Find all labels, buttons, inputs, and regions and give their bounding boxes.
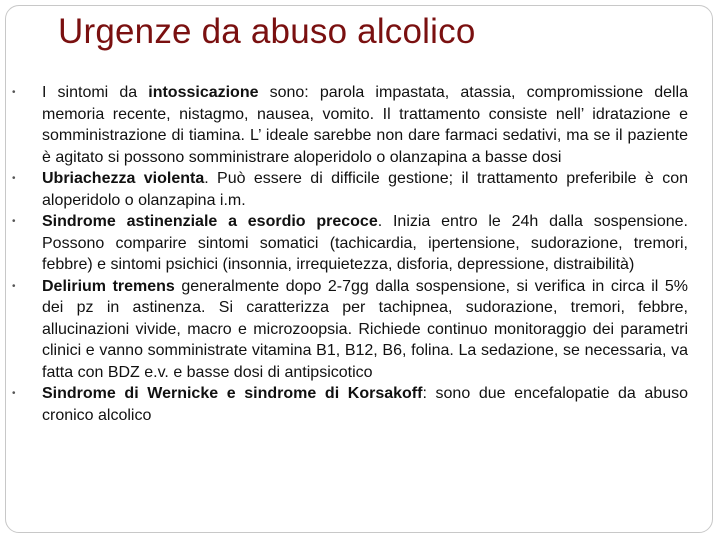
bullet-item-wernicke-korsakoff (12, 383, 689, 426)
bullet-list (12, 82, 689, 426)
bullet-item-delirium-tremens (12, 276, 688, 384)
bullet-bold-term: Sindrome astinenziale a esordio precoce (42, 213, 378, 230)
bullet-text: sono: parola impastata, atassia, compromissione della memoria recente, nistagmo, nausea, vomito. Il trattamento consiste nell’ idratazione e somministrazione di tiamina. L’ ideale sarebbe non dare farmaci sedativi, ma se il paziente è agitato si possono somministrare aloperidolo o olanzapina a basse dosi (42, 84, 688, 166)
bullet-text: generalmente dopo 2-7gg dalla sospensione, si verifica in circa il 5% dei pz in astinenza. Si caratterizza per tachipnea, sudorazione, tremori, febbre, allucinazioni vivide, macro e microzoopsia. Richiede continuo monitoraggio dei parametri clinici e vanno somministrate vitamina B1, B12, B6, folina. La sedazione, se necessaria, va fatta con BDZ e.v. e basse dosi di antipsicotico (42, 277, 688, 381)
bullet-icon: • (12, 280, 16, 292)
bullet-text: . Inizia entro le 24h dalla sospensione. Possono comparire sintomi somatici (tachicardia, ipertensione, sudorazione, tremori, febbre) e sintomi psichici (insonnia, irrequietezza, disforia, depressione, distraibilità) (42, 213, 689, 273)
bullet-icon: • (12, 87, 16, 98)
bullet-icon: • (12, 173, 16, 184)
bullet-item-sindrome-astinenziale (12, 211, 689, 276)
bullet-lead: I sintomi da (42, 84, 149, 101)
bullet-text: : sono due encefalopatie da abuso cronico alcolico (42, 385, 689, 424)
bullet-text: . Può essere di difficile gestione; il trattamento preferibile è con aloperidolo o olanzapina i.m. (42, 170, 688, 209)
bullet-item-intossicazione (12, 82, 688, 168)
bullet-bold-term: Ubriachezza violenta (42, 170, 205, 187)
bullet-bold-term: Delirium tremens (42, 277, 175, 295)
bullet-icon: • (12, 388, 16, 399)
bullet-icon: • (12, 216, 16, 227)
bullet-item-ubriachezza (12, 168, 688, 211)
bullet-bold-term: Sindrome di Wernicke e sindrome di Korsakoff (42, 385, 423, 402)
bullet-bold-term: intossicazione (148, 84, 259, 101)
slide-title: Urgenze da abuso alcolico (58, 12, 476, 51)
